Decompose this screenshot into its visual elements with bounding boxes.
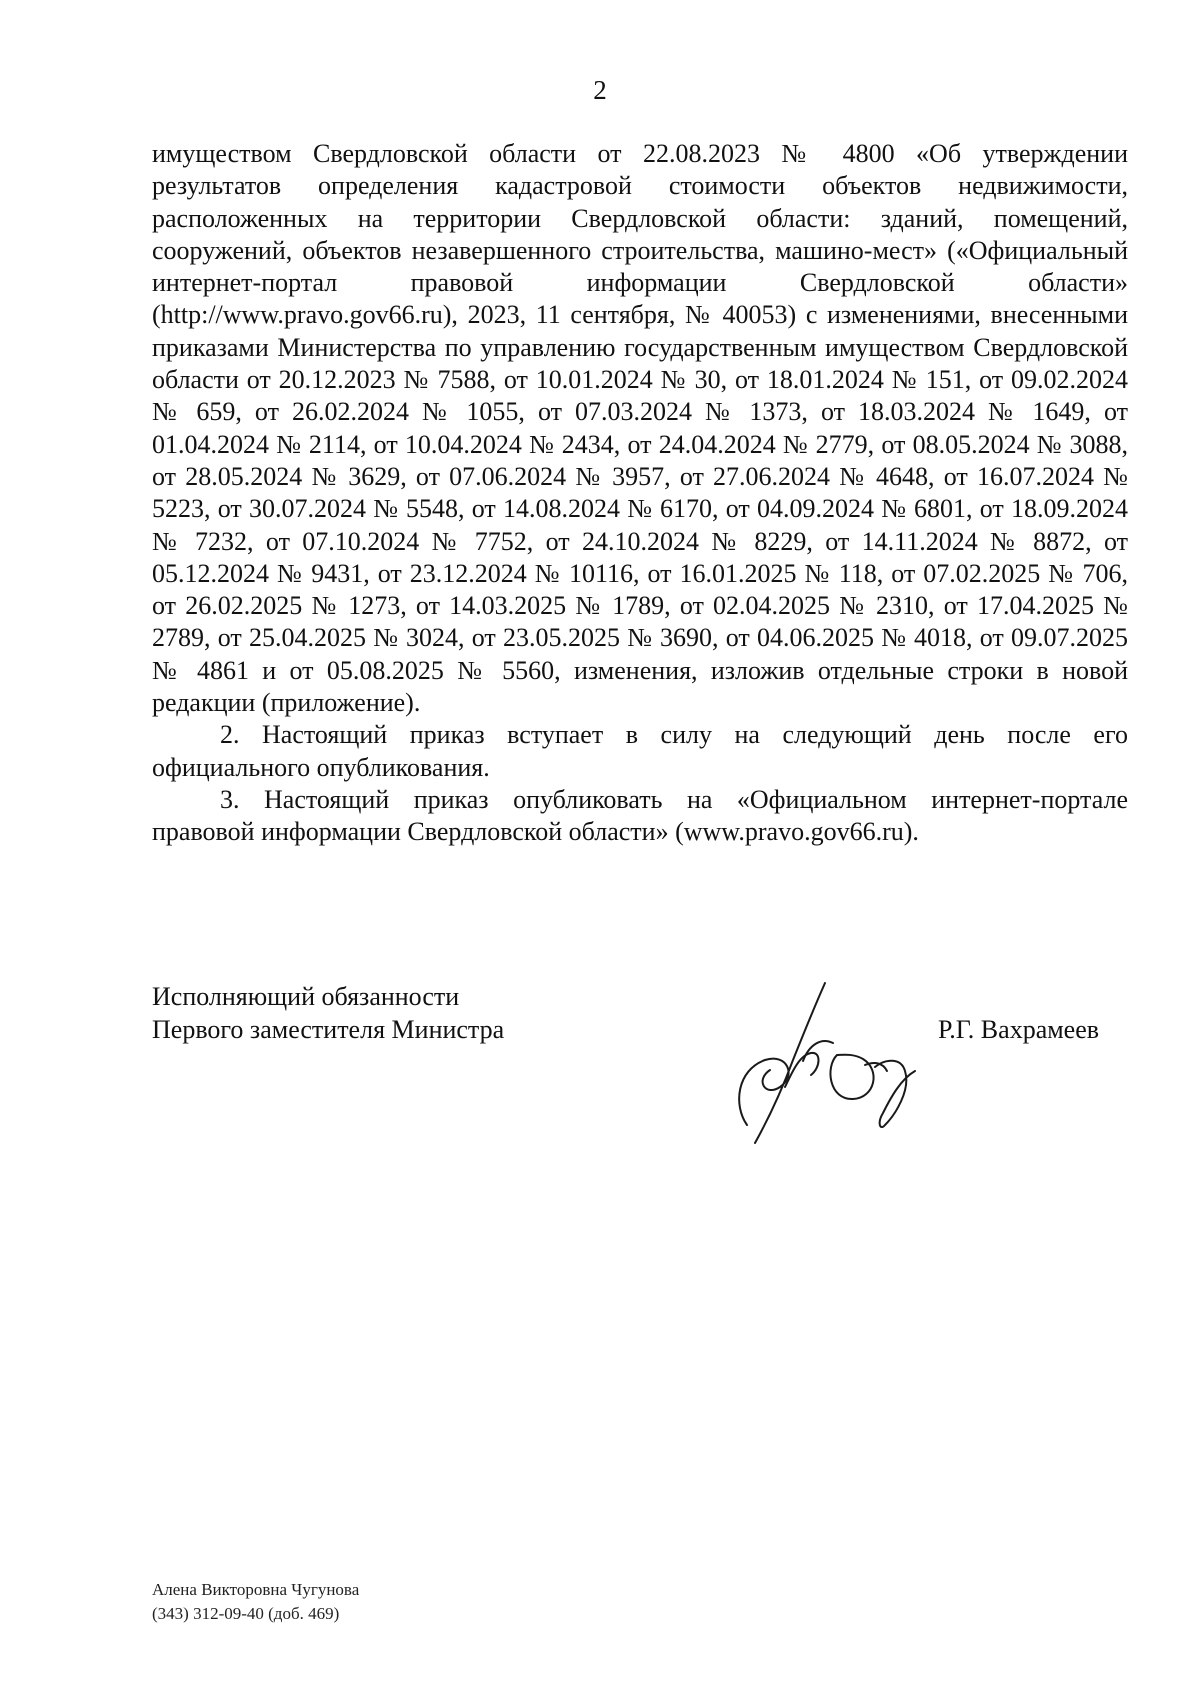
signatory-position-line-2: Первого заместителя Министра: [152, 1015, 505, 1044]
document-body: [152, 138, 1128, 849]
page-number: 2: [593, 75, 607, 105]
signatory-name: Р.Г. Вахрамеев: [938, 1015, 1100, 1044]
executor-name: Алена Викторовна Чугунова: [152, 1580, 360, 1599]
paragraph-1: имуществом Свердловской области от 22.08.2023 № 4800 «Об утверждении результатов определения кадастровой стоимости объектов недвижимости, расположенных на территории Свердловской области: зданий, помещений, сооружений, объектов незавершенного строительства, машино-мест» («Официальный интернет-портал правовой информации Свердловской области» (http://www.pravo.gov66.ru), 2023, 11 сентября, № 40053) с изменениями, внесенными приказами Министерства по управлению государственным имуществом Свердловской области от 20.12.2023 № 7588, от 10.01.2024 № 30, от 18.01.2024 № 151, от 09.02.2024 № 659, от 26.02.2024 № 1055, от 07.03.2024 № 1373, от 18.03.2024 № 1649, от 01.04.2024 № 2114, от 10.04.2024 № 2434, от 24.04.2024 № 2779, от 08.05.2024 № 3088, от 28.05.2024 № 3629, от 07.06.2024 № 3957, от 27.06.2024 № 4648, от 16.07.2024 № 5223, от 30.07.2024 № 5548, от 14.08.2024 № 6170, от 04.09.2024 № 6801, от 18.09.2024 № 7232, от 07.10.2024 № 7752, от 24.10.2024 № 8229, от 14.11.2024 № 8872, от 05.12.2024 № 9431, от 23.12.2024 № 10116, от 16.01.2025 № 118, от 07.02.2025 № 706, от 26.02.2025 № 1273, от 14.03.2025 № 1789, от 02.04.2025 № 2310, от 17.04.2025 № 2789, от 25.04.2025 № 3024, от 23.05.2025 № 3690, от 04.06.2025 № 4018, от 09.07.2025 № 4861 и от 05.08.2025 № 5560, изменения, изложив отдельные строки в новой редакции (приложение).: [152, 139, 1128, 718]
signatory-position-line-1: Исполняющий обязанности: [152, 982, 460, 1011]
paragraph-2: 2. Настоящий приказ вступает в силу на следующий день после его официального опубликования.: [152, 720, 1128, 782]
signatory-position: [152, 980, 504, 1046]
paragraph-3: 3. Настоящий приказ опубликовать на «Официальном интернет-портале правовой информации Свердловской области» (www.pravo.gov66.ru).: [152, 784, 1128, 847]
executor-phone: (343) 312-09-40 (доб. 469): [152, 1604, 340, 1623]
signature-icon: [725, 975, 945, 1150]
executor-info: [152, 1578, 359, 1626]
